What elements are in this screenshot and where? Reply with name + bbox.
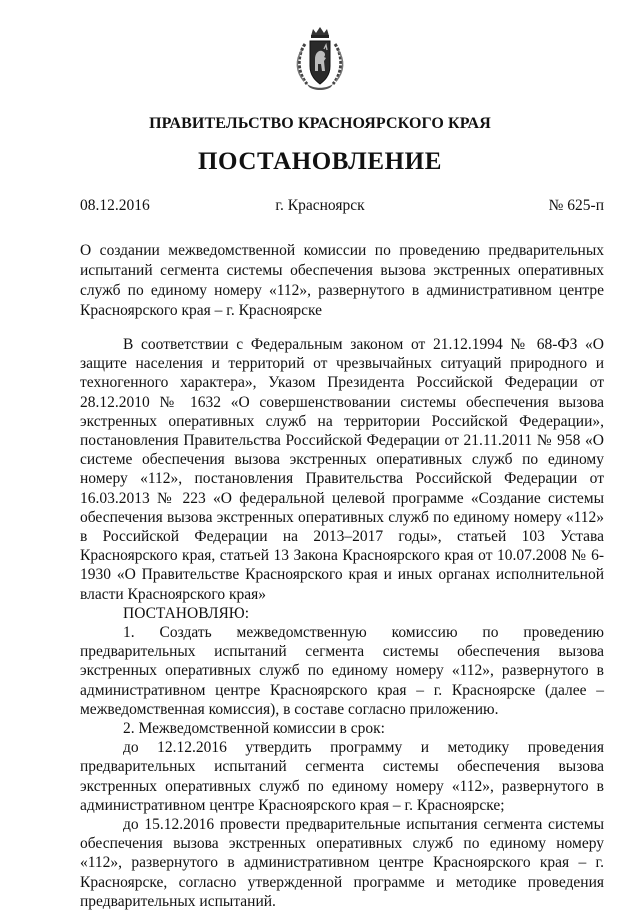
preamble-paragraph <box>80 335 604 623</box>
decree-word: ПОСТАНОВЛЯЮ: <box>123 604 250 622</box>
government-title: ПРАВИТЕЛЬСТВО КРАСНОЯРСКОГО КРАЯ <box>149 115 491 132</box>
document-date: 08.12.2016 <box>80 197 150 214</box>
item-2b-paragraph: до 15.12.2016 провести предварительные испытания сегмента системы обеспечения вызова экстренных оперативных служб по единому номеру «112», развернутого в административном центре Красноярского края – г. Красноярске, согласно утвержденной программе и методике проведения предварительных испытаний. <box>80 816 604 910</box>
document-city: г. Красноярск <box>275 197 365 214</box>
document-body <box>80 335 604 911</box>
document-number: № 625-п <box>548 197 604 214</box>
item-1-paragraph: 1. Создать межведомственную комиссию по проведению предварительных испытаний сегмента системы обеспечения вызова экстренных оперативных служб по единому номеру «112», развернутого в административном центре Красноярского края – г. Красноярске (далее – межведомственная комиссия), в составе согласно приложению. <box>80 624 604 718</box>
document-subject: О создании межведомственной комиссии по проведению предварительных испытаний сегмента системы обеспечения вызова экстренных оперативных служб по единому номеру «112», развернутого в административном центре Красноярского края – г. Красноярске <box>80 242 604 319</box>
item-2-paragraph: 2. Межведомственной комиссии в срок: <box>123 720 385 738</box>
document-type: ПОСТАНОВЛЕНИЕ <box>197 148 443 175</box>
coat-of-arms-icon <box>291 24 349 92</box>
preamble-text: В соответствии с Федеральным законом от 21.12.1994 № 68-ФЗ «О защите населения и территорий от чрезвычайных ситуаций природного и техногенного характера», Указом Президента Российской Федерации от 28.12.2010 № 1632 «О совершенствовании системы обеспечения вызова экстренных оперативных служб на территории Российской Федерации», постановления Правительства Российской Федерации от 21.11.2011 № 958 «О системе обеспечения вызова экстренных оперативных служб по единому номеру «112», постановления Правительства Российской Федерации от 16.03.2013 № 223 «О федеральной целевой программе «Создание системы обеспечения вызова экстренных оперативных служб по единому номеру «112» в Российской Федерации на 2013–2017 годы», статьей 103 Устава Красноярского края, статьей 13 Закона Красноярского края от 10.07.2008 № 6-1930 «О Правительстве Красноярского края и иных органах исполнительной власти Красноярского края» <box>80 336 604 603</box>
item-2a-paragraph: до 12.12.2016 утвердить программу и методику проведения предварительных испытаний сегмента системы обеспечения вызова экстренных оперативных служб по единому номеру «112», развернутого в административном центре Красноярского края – г. Красноярске; <box>80 739 604 814</box>
